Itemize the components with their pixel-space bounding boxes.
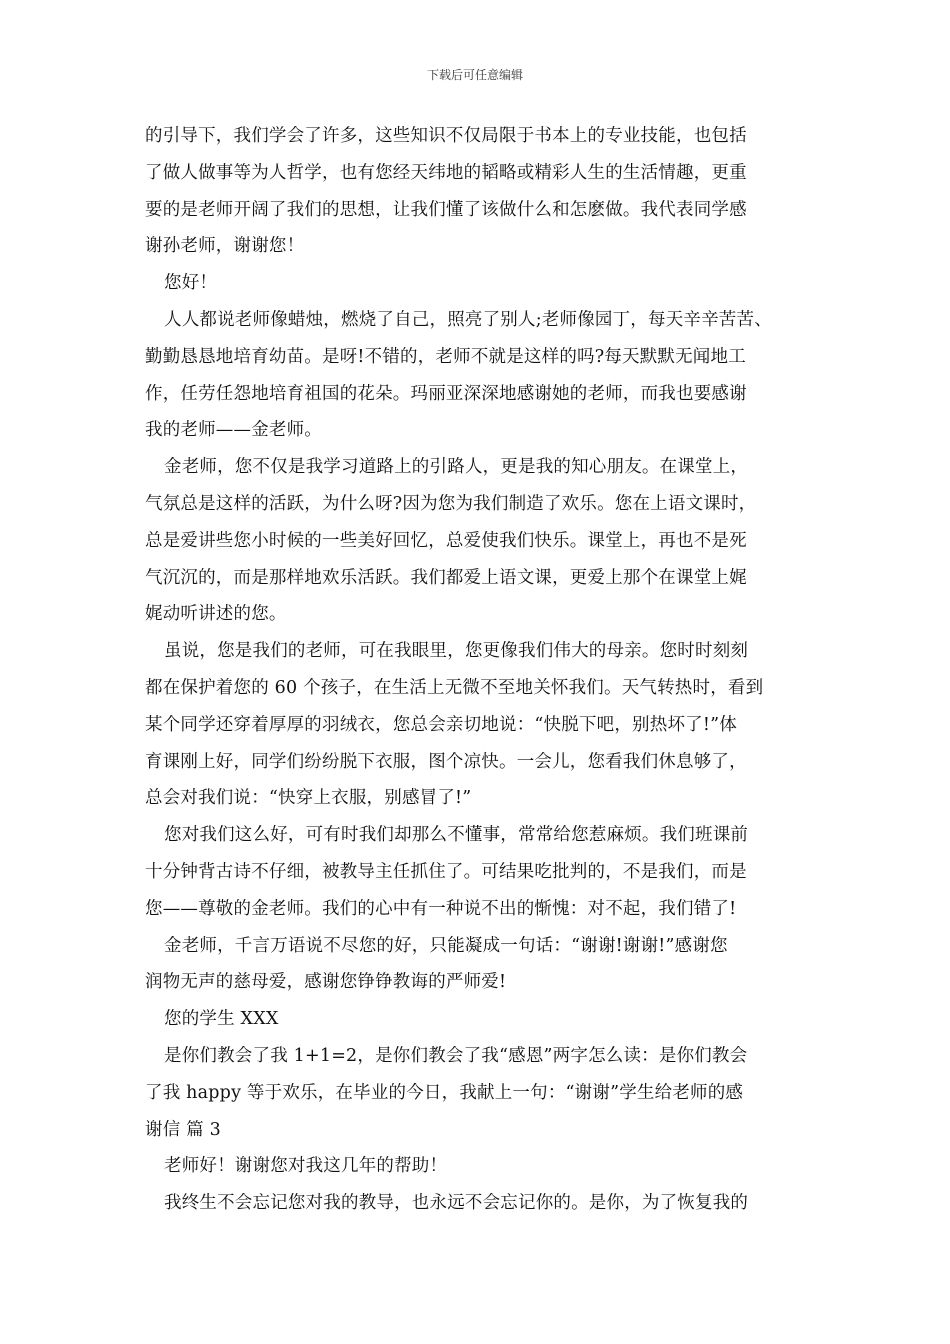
text-line: 了做人做事等为人哲学，也有您经天纬地的韬略或精彩人生的生活情趣，更重	[145, 162, 747, 183]
text-line: 都在保护着您的 60 个孩子，在生活上无微不至地关怀我们。天气转热时，看到	[145, 677, 764, 698]
text-line: 了我 happy 等于欢乐，在毕业的今日，我献上一句：“谢谢”学生给老师的感	[145, 1082, 744, 1103]
text-line: 我的老师——金老师。	[145, 420, 322, 441]
text-line: 气沉沉的，而是那样地欢乐活跃。我们都爱上语文课，更爱上那个在课堂上娓	[145, 567, 747, 588]
text-line: 是你们教会了我 1+1=2，是你们教会了我“感恩”两字怎么读：是你们教会	[164, 1045, 748, 1066]
text-line: 虽说，您是我们的老师，可在我眼里，您更像我们伟大的母亲。您时时刻刻	[164, 641, 749, 662]
text-line: 您的学生 XXX	[164, 1009, 279, 1030]
text-line: 气氛总是这样的活跃，为什么呀?因为您为我们制造了欢乐。您在上语文课时，	[145, 493, 757, 514]
text-line: 谢孙老师，谢谢您！	[145, 236, 305, 257]
text-line: 总会对我们说：“快穿上衣服，别感冒了!”	[145, 788, 472, 809]
text-line: 我终生不会忘记您对我的教导，也永远不会忘记你的。是你，为了恢复我的	[164, 1193, 749, 1214]
text-line: 金老师，您不仅是我学习道路上的引路人，更是我的知心朋友。在课堂上，	[164, 457, 749, 478]
text-line: 老师好！谢谢您对我这几年的帮助！	[164, 1156, 448, 1177]
text-line: 总是爱讲些您小时候的一些美好回忆，总爱使我们快乐。课堂上，再也不是死	[145, 530, 747, 551]
text-line: 金老师，千言万语说不尽您的好，只能凝成一句话：“谢谢!谢谢!”感谢您	[164, 935, 728, 956]
text-line: 的引导下，我们学会了许多，这些知识不仅局限于书本上的专业技能，也包括	[145, 126, 747, 146]
text-line: 娓动听讲述的您。	[145, 604, 287, 625]
text-line: 育课刚上好，同学们纷纷脱下衣服，图个凉快。一会儿，您看我们休息够了，	[145, 751, 747, 772]
text-line: 润物无声的慈母爱，感谢您铮铮教诲的严师爱!	[145, 972, 507, 993]
document-body	[145, 118, 817, 1222]
text-line: 您对我们这么好，可有时我们却那么不懂事，常常给您惹麻烦。我们班课前	[164, 825, 749, 846]
text-line: 您——尊敬的金老师。我们的心中有一种说不出的惭愧：对不起，我们错了!	[145, 898, 737, 919]
text-line: 谢信 篇 3	[145, 1119, 221, 1140]
page-header: 下载后可任意编辑	[426, 68, 523, 82]
text-line: 人人都说老师像蜡烛，燃烧了自己，照亮了别人;老师像园丁，每天辛辛苦苦、	[164, 309, 772, 330]
text-line: 十分钟背古诗不仔细，被教导主任抓住了。可结果吃批判的，不是我们，而是	[145, 861, 747, 882]
text-line: 某个同学还穿着厚厚的羽绒衣，您总会亲切地说：“快脱下吧，别热坏了!”体	[145, 714, 737, 735]
text-line: 作，任劳任怨地培育祖国的花朵。玛丽亚深深地感谢她的老师，而我也要感谢	[145, 383, 747, 404]
text-line: 要的是老师开阔了我们的思想，让我们懂了该做什么和怎麽做。我代表同学感	[145, 199, 747, 220]
text-line: 勤勤恳恳地培育幼苗。是呀!不错的，老师不就是这样的吗?每天默默无闻地工	[145, 346, 746, 367]
text-line: 您好！	[164, 273, 218, 294]
